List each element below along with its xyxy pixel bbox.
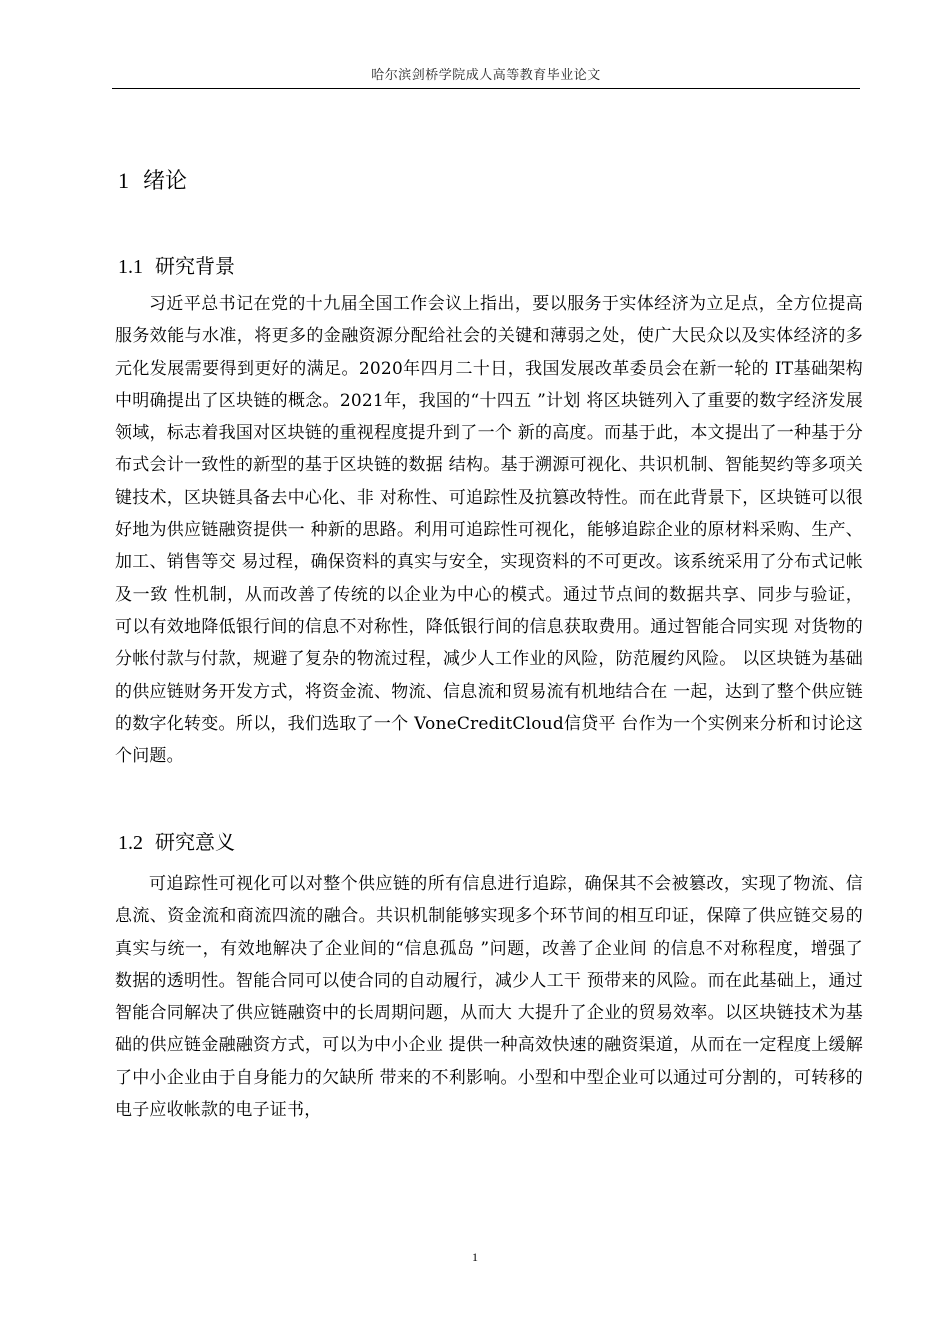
section-heading-background (118, 250, 235, 279)
page-number: 1 (472, 1250, 478, 1264)
running-header: 哈尔滨剑桥学院成人高等教育毕业论文 (371, 68, 601, 83)
section-number: 1.2 (118, 832, 143, 854)
chapter-number: 1 (118, 168, 129, 193)
chapter-title-text: 绪论 (143, 169, 188, 194)
section-heading-significance (118, 826, 235, 855)
section-number: 1.1 (118, 256, 143, 278)
body-paragraph-significance: 可追踪性可视化可以对整个供应链的所有信息进行追踪，确保其不会被篡改，实现了物流、信息流、资金流和商流四流的融合。共识机制能够实现多个环节间的相互印证，保障了供应链交易的真实与统一，有效地解决了企业间的“信息孤岛 ”问题，改善了企业间 的信息不对称程度，增强了数据的透明性。智能合同可以使合同的自动履行，减少人工干 预带来的风险。而在此基础上，通过智能合同解决了供应链融资中的长周期问题，从而大 大提升了企业的贸易效率。以区块链技术为基础的供应链金融融资方式，可以为中小企业 提供一种高效快速的融资渠道，从而在一定程度上缓解了中小企业由于自身能力的欠缺所 带来的不利影响。小型和中型企业可以通过可分割的，可转移的电子应收帐款的电子证书， (115, 874, 863, 1121)
section-title-text: 研究意义 (155, 830, 235, 854)
body-paragraph-background: 习近平总书记在党的十九届全国工作会议上指出，要以服务于实体经济为立足点，全方位提高服务效能与水准，将更多的金融资源分配给社会的关键和薄弱之处，使广大民众以及实体经济的多元化发展需要得到更好的满足。2020年四月二十日，我国发展改革委员会在新一轮的 IT基础架构中明确提出了区块链的概念。2021年，我国的“十四五 ”计划 将区块链列入了重要的数字经济发展领域，标志着我国对区块链的重视程度提升到了一个 新的高度。而基于此，本文提出了一种基于分布式会计一致性的新型的基于区块链的数据 结构。基于溯源可视化、共识机制、智能契约等多项关键技术，区块链具备去中心化、非 对称性、可追踪性及抗篡改特性。而在此背景下，区块链可以很好地为供应链融资提供一 种新的思路。利用可追踪性可视化，能够追踪企业的原材料采购、生产、加工、销售等交 易过程，确保资料的真实与安全，实现资料的不可更改。该系统采用了分布式记帐及一致 性机制，从而改善了传统的以企业为中心的模式。通过节点间的数据共享、同步与验证， 可以有效地降低银行间的信息不对称性，降低银行间的信息获取费用。通过智能合同实现 对货物的分帐付款与付款，规避了复杂的物流过程，减少人工作业的风险，防范履约风险。 以区块链为基础的供应链财务开发方式，将资金流、物流、信息流和贸易流有机地结合在 一起，达到了整个供应链的数字化转变。所以，我们选取了一个 VoneCreditCloud信贷平 台作为一个实例来分析和讨论这个问题。 (115, 294, 863, 767)
section-title-text: 研究背景 (155, 254, 235, 278)
header-rule (112, 88, 860, 89)
chapter-title (118, 164, 187, 195)
